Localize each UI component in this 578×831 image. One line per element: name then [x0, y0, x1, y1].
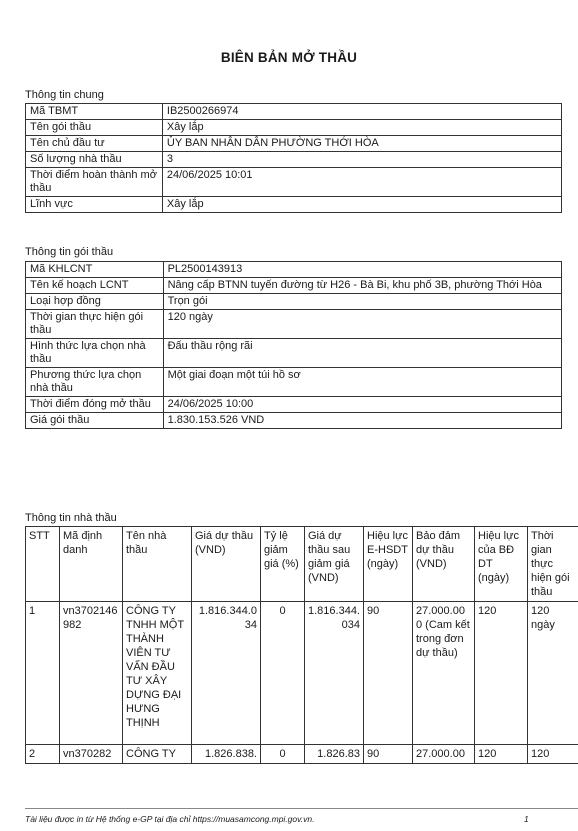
cell-discount: 0 — [261, 602, 305, 745]
row-label: Tên chủ đầu tư — [26, 136, 163, 152]
table-row — [26, 413, 562, 429]
row-value: Một giai đoạn một túi hồ sơ — [163, 368, 561, 397]
header-cell: Tỷ lệ giảm giá (%) — [261, 527, 305, 602]
footer-divider — [25, 808, 578, 809]
cell-guarantee-validity: 120 — [475, 745, 528, 764]
row-label: Lĩnh vực — [26, 197, 163, 213]
row-value: 3 — [162, 152, 561, 168]
header-cell: Hiệu lực của BĐ DT (ngày) — [475, 527, 528, 602]
table-row — [26, 278, 562, 294]
row-value: PL2500143913 — [163, 262, 561, 278]
row-label: Phương thức lựa chọn nhà thầu — [26, 368, 164, 397]
header-cell: Thời gian thực hiện gói thầu — [528, 527, 578, 602]
table-row — [26, 368, 562, 397]
header-cell: Hiệu lực E-HSDT (ngày) — [364, 527, 413, 602]
cell-name: CÔNG TY TNHH MỘT THÀNH VIÊN TƯ VẤN ĐẦU TƯ XÂY DỰNG ĐẠI HƯNG THỊNH — [123, 602, 192, 745]
cell-duration: 120 ngày — [528, 602, 578, 745]
cell-name: CÔNG TY — [123, 745, 192, 764]
row-value: 120 ngày — [163, 310, 561, 339]
package-info-heading: Thông tin gói thầu — [25, 246, 114, 258]
table-row — [26, 294, 562, 310]
row-label: Tên kế hoạch LCNT — [26, 278, 164, 294]
cell-guarantee: 27.000.000 (Cam kết trong đơn dự thầu) — [413, 602, 475, 745]
cell-guarantee-validity: 120 — [475, 602, 528, 745]
cell-validity: 90 — [364, 745, 413, 764]
table-row — [26, 397, 562, 413]
header-cell: Tên nhà thầu — [123, 527, 192, 602]
document-title: BIÊN BẢN MỞ THẦU — [220, 50, 358, 65]
table-row — [26, 745, 578, 764]
row-value: ỦY BAN NHÂN DÂN PHƯỜNG THỚI HÒA — [162, 136, 561, 152]
row-label: Thời điểm đóng mở thầu — [26, 397, 164, 413]
cell-discount: 0 — [261, 745, 305, 764]
footer-text: Tài liệu được in từ Hệ thống e-GP tại địa chỉ https://muasamcong.mpi.gov.vn. — [25, 814, 315, 824]
row-value: Trọn gói — [163, 294, 561, 310]
row-label: Thời gian thực hiện gói thầu — [26, 310, 164, 339]
table-row — [26, 339, 562, 368]
package-info-table — [25, 261, 562, 429]
cell-bid-price: 1.826.838. — [192, 745, 261, 764]
row-value: 24/06/2025 10:01 — [162, 168, 561, 197]
cell-bid-price: 1.816.344.034 — [192, 602, 261, 745]
contractor-info-heading: Thông tin nhà thầu — [25, 512, 117, 524]
table-row — [26, 262, 562, 278]
row-label: Loại hợp đồng — [26, 294, 164, 310]
general-info-table — [25, 103, 562, 213]
cell-discounted-price: 1.826.83 — [305, 745, 364, 764]
row-label: Giá gói thầu — [26, 413, 164, 429]
cell-stt: 1 — [26, 602, 60, 745]
cell-stt: 2 — [26, 745, 60, 764]
header-cell: Bảo đảm dự thầu (VND) — [413, 527, 475, 602]
table-row — [26, 120, 562, 136]
row-value: 1.830.153.526 VND — [163, 413, 561, 429]
row-label: Mã KHLCNT — [26, 262, 164, 278]
row-value: Đấu thầu rộng rãi — [163, 339, 561, 368]
table-header-row — [26, 527, 578, 602]
row-label: Thời điểm hoàn thành mở thầu — [26, 168, 163, 197]
general-info-heading: Thông tin chung — [25, 89, 104, 101]
cell-validity: 90 — [364, 602, 413, 745]
table-row — [26, 104, 562, 120]
cell-duration: 120 — [528, 745, 578, 764]
row-label: Hình thức lựa chọn nhà thầu — [26, 339, 164, 368]
row-label: Tên gói thầu — [26, 120, 163, 136]
header-cell: STT — [26, 527, 60, 602]
row-label: Số lượng nhà thầu — [26, 152, 163, 168]
header-cell: Giá dự thầu (VND) — [192, 527, 261, 602]
table-row — [26, 602, 578, 745]
cell-discounted-price: 1.816.344.034 — [305, 602, 364, 745]
row-value: 24/06/2025 10:00 — [163, 397, 561, 413]
cell-id: vn3702146982 — [60, 602, 123, 745]
row-value: IB2500266974 — [162, 104, 561, 120]
row-value: Xây lắp — [162, 197, 561, 213]
header-cell: Giá dự thầu sau giảm giá (VND) — [305, 527, 364, 602]
table-row — [26, 152, 562, 168]
row-value: Nâng cấp BTNN tuyến đường từ H26 - Bà Bi, khu phố 3B, phường Thới Hòa — [163, 278, 561, 294]
table-row — [26, 136, 562, 152]
header-cell: Mã định danh — [60, 527, 123, 602]
contractor-table — [25, 526, 578, 764]
row-value: Xây lắp — [162, 120, 561, 136]
table-row — [26, 168, 562, 197]
cell-id: vn370282 — [60, 745, 123, 764]
page-number: 1 — [524, 814, 529, 824]
table-row — [26, 310, 562, 339]
table-row — [26, 197, 562, 213]
row-label: Mã TBMT — [26, 104, 163, 120]
cell-guarantee: 27.000.00 — [413, 745, 475, 764]
